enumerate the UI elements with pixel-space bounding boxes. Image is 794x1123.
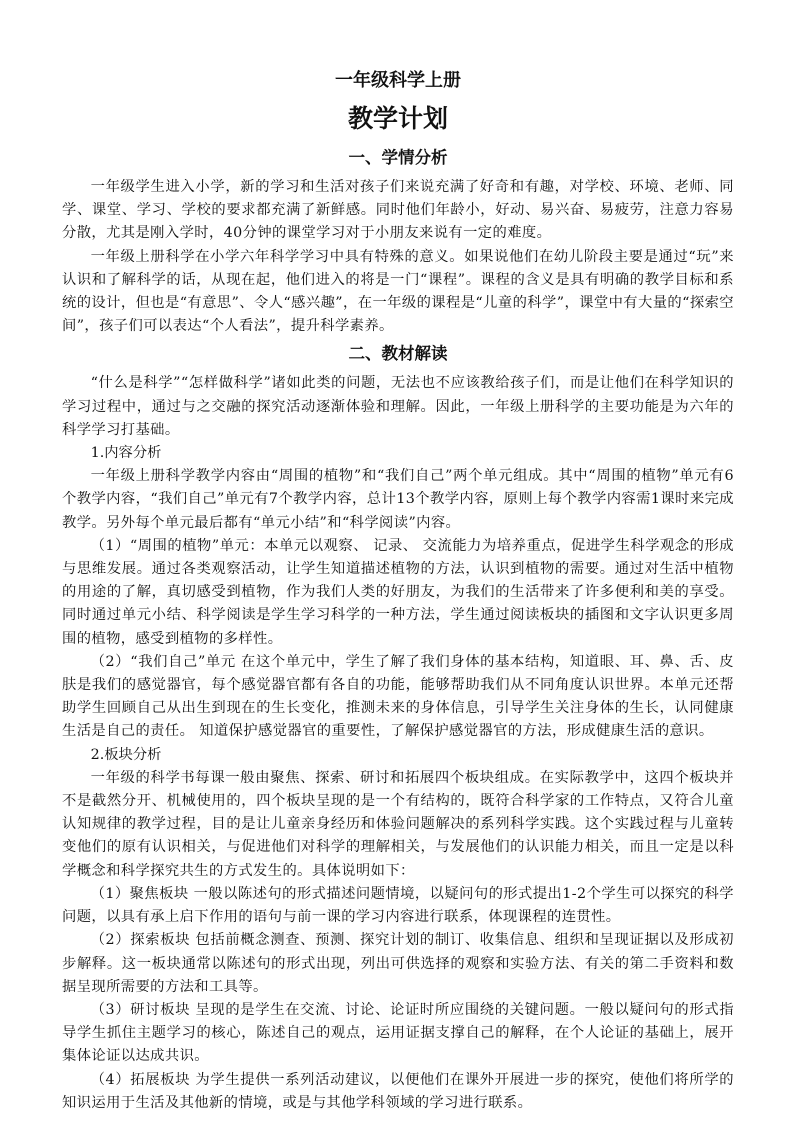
section-heading-student-analysis: 一、学情分析 bbox=[348, 148, 448, 167]
paragraph: 一年级学生进入小学，新的学习和生活对孩子们来说充满了好奇和有趣，对学校、环境、老师、同学、课堂、学习、学校的要求都充满了新鲜感。同时他们年龄小，好动、易兴奋、易疲劳，注意力容易分散，尤其是刚入学时，40分钟的课堂学习对于小朋友来说有一定的难度。 bbox=[62, 179, 734, 242]
document-main-title: 教学计划 bbox=[347, 104, 448, 133]
paragraph: “什么是科学”“怎样做科学”诸如此类的问题，无法也不应该教给孩子们，而是让他们在科学知识的学习过程中，通过与之交融的探究活动逐渐体验和理解。因此，一年级上册科学的主要功能是为六年的科学学习打基础。 bbox=[62, 375, 734, 438]
paragraph: 一年级的科学书每课一般由聚焦、探索、研讨和拓展四个板块组成。在实际教学中，这四个板块并不是截然分开、机械使用的，四个板块呈现的是一个有结构的，既符合科学家的工作特点，又符合儿童认知规律的教学过程，目的是让儿童亲身经历和体验问题解决的系列科学实践。这个实践过程与儿童转变他们的原有认识相关，与促进他们对科学的理解相关，与发展他们的认识能力相关，而且一定是以科学概念和科学探究共生的方式发生的。具体说明如下： bbox=[62, 769, 734, 879]
paragraph: （3）研讨板块 呈现的是学生在交流、讨论、论证时所应围绕的关键问题。一般以疑问句的形式指导学生抓住主题学习的核心，陈述自己的观点，运用证据支撑自己的解释，在个人论证的基础上，展开集体论证以达成共识。 bbox=[62, 1001, 734, 1065]
paragraph: （2）“我们自己”单元 在这个单元中，学生了解了我们身体的基本结构，知道眼、耳、鼻、舌、皮肤是我们的感觉器官，每个感觉器官都有各自的功能，能够帮助我们从不同角度认识世界。本单元还帮助学生回顾自己从出生到现在的生长变化，推测未来的身体信息，引导学生关注身体的生长，认同健康生活是自己的责任。 知道保护感觉器官的重要性，了解保护感觉器官的方法，形成健康生活的意识。 bbox=[62, 653, 734, 740]
document-subject-title: 一年级科学上册 bbox=[335, 70, 461, 91]
section-heading-textbook-analysis: 二、教材解读 bbox=[348, 344, 448, 364]
paragraph: 一年级上册科学教学内容由“周围的植物”和“我们自己”两个单元组成。其中“周围的植物”单元有6个教学内容，“我们自己”单元有7个教学内容，总计13个教学内容，原则上每个教学内容需1课时来完成教学。另外每个单元最后都有“单元小结”和“科学阅读”内容。 bbox=[62, 468, 734, 531]
paragraph: （4）拓展板块 为学生提供一系列活动建议，以便他们在课外开展进一步的探究，使他们将所学的知识运用于生活及其他新的情境，或是与其他学科领域的学习进行联系。 bbox=[62, 1071, 734, 1111]
paragraph: （2）探索板块 包括前概念测查、预测、探究计划的制订、收集信息、组织和呈现证据以及形成初步解释。这一板块通常以陈述句的形式出现，列出可供选择的观察和实验方法、有关的第二手资料和数据呈现所需要的方法和工具等。 bbox=[62, 932, 734, 995]
subsection-heading-content-analysis: 1.内容分析 bbox=[90, 445, 162, 462]
document-page bbox=[62, 66, 734, 1115]
paragraph: （1）聚焦板块 一般以陈述句的形式描述问题情境，以疑问句的形式提出1-2个学生可以探究的科学问题，以具有承上启下作用的语句与前一课的学习内容进行联系，体现课程的连贯性。 bbox=[62, 885, 734, 926]
paragraph: （1）“周围的植物”单元：本单元以观察、 记录、 交流能力为培养重点，促进学生科学观念的形成与思维发展。通过各类观察活动，让学生知道描述植物的方法，认识到植物的需要。通过对生活中植物的用途的了解，真切感受到植物，作为我们人类的好朋友，为我们的生活带来了许多便利和美的享受。 同时通过单元小结、科学阅读是学生学习科学的一种方法，学生通过阅读板块的插图和文字认识更多周围的植物，感受到植物的多样性。 bbox=[62, 537, 734, 647]
paragraph: 一年级上册科学在小学六年科学学习中具有特殊的意义。如果说他们在幼儿阶段主要是通过“玩”来认识和了解科学的话，从现在起，他们进入的将是一门“课程”。课程的含义是具有明确的教学目标和系统的设计，但也是“有意思”、令人“感兴趣”，在一年级的课程是“儿童的科学”，课堂中有大量的“探索空间”，孩子们可以表达“个人看法”，提升科学素养。 bbox=[62, 248, 734, 335]
subsection-heading-module-analysis: 2.板块分析 bbox=[90, 746, 162, 763]
